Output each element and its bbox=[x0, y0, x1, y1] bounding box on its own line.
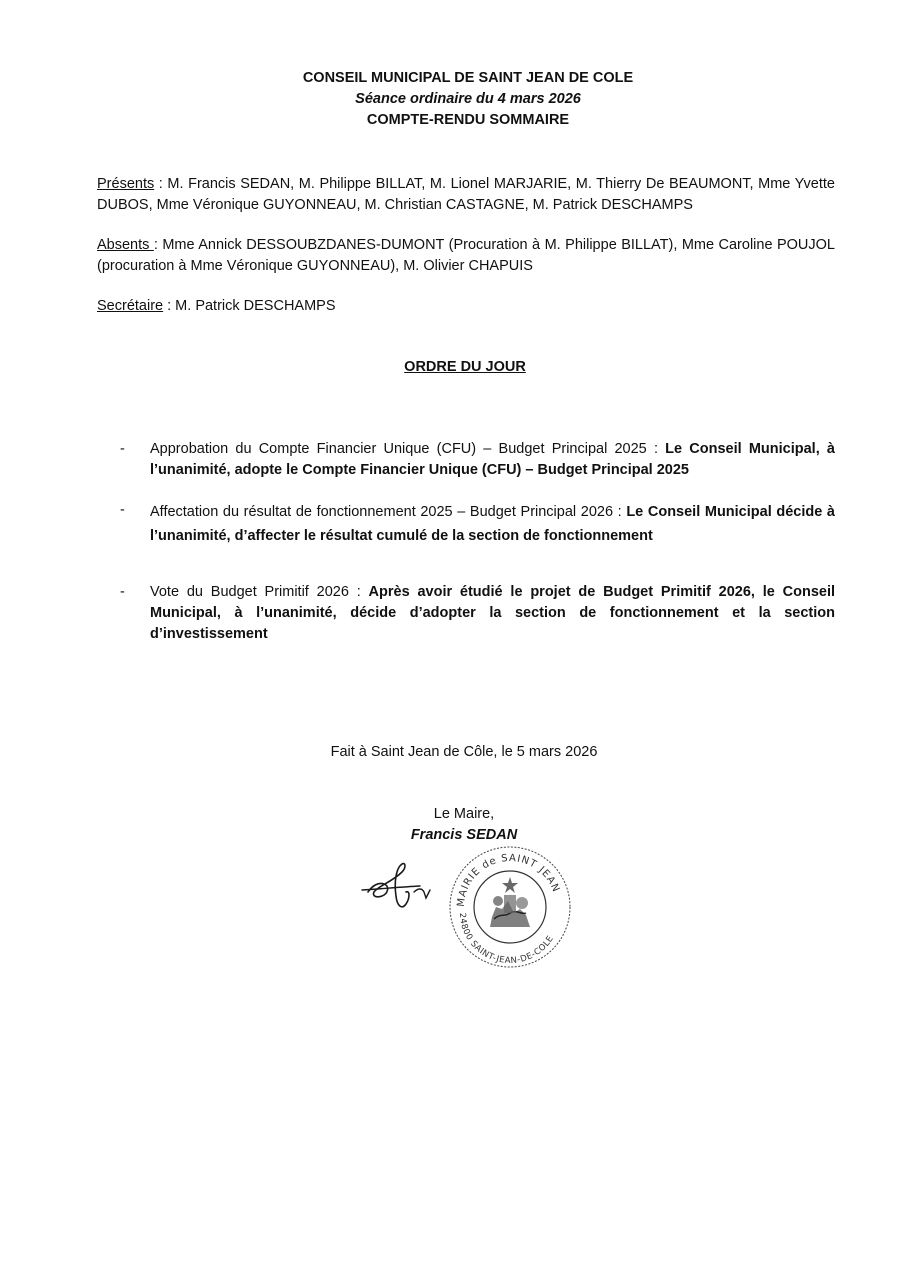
signatory-name: Francis SEDAN bbox=[410, 827, 518, 843]
agenda-item-intro: Affectation du résultat de fonctionnement 2025 – Budget Principal 2026 : bbox=[150, 504, 627, 520]
agenda-item-decision: Le Conseil Municipal, à l’unanimité, adopte le Compte Financier Unique (CFU) – Budget Principal 2025 bbox=[150, 441, 835, 478]
document-header bbox=[0, 68, 900, 131]
agenda-item-decision: Le Conseil Municipal décide à l’unanimité, d’affecter le résultat cumulé de la section de fonctionnement bbox=[150, 504, 835, 544]
session-date: Séance ordinaire du 4 mars 2026 bbox=[355, 91, 581, 107]
seal-emblem-icon bbox=[490, 877, 530, 927]
present-list: : M. Francis SEDAN, M. Philippe BILLAT, M. Lionel MARJARIE, M. Thierry De BEAUMONT, Mme Yvette DUBOS, Mme Véronique GUYONNEAU, M. Christian CASTAGNE, M. Patrick DESCHAMPS bbox=[97, 176, 835, 213]
agenda-item bbox=[120, 500, 835, 548]
agenda-item-bullet: - bbox=[120, 441, 125, 457]
agenda-item-bullet: - bbox=[120, 584, 125, 600]
secretary-paragraph bbox=[97, 296, 835, 317]
signatory-role: Le Maire, bbox=[433, 806, 495, 822]
agenda-title: ORDRE DU JOUR bbox=[404, 359, 526, 375]
agenda-item-intro: Vote du Budget Primitif 2026 : bbox=[150, 584, 369, 600]
secretary-name: : M. Patrick DESCHAMPS bbox=[163, 298, 336, 314]
agenda-item-intro: Approbation du Compte Financier Unique (CFU) – Budget Principal 2025 : bbox=[150, 441, 666, 457]
report-subtitle: COMPTE-RENDU SOMMAIRE bbox=[366, 112, 570, 128]
place-and-date: Fait à Saint Jean de Côle, le 5 mars 2026 bbox=[330, 744, 598, 760]
agenda-item-bullet: - bbox=[120, 502, 125, 518]
present-paragraph bbox=[97, 174, 835, 216]
council-title: CONSEIL MUNICIPAL DE SAINT JEAN DE COLE bbox=[302, 70, 634, 86]
seal-bottom-text: 24800 SAINT-JEAN-DE-COLE bbox=[456, 912, 557, 967]
agenda-item bbox=[120, 439, 835, 481]
absent-label: Absents bbox=[97, 237, 154, 253]
agenda-item bbox=[120, 582, 835, 645]
present-label: Présents bbox=[97, 176, 155, 192]
absent-paragraph bbox=[97, 235, 835, 277]
handwritten-signature bbox=[360, 852, 440, 922]
agenda-item-decision: Après avoir étudié le projet de Budget Primitif 2026, le Conseil Municipal, à l’unanimité, décide d’adopter la section de fonctionnement et la section d’investissement bbox=[150, 584, 836, 642]
seal-top-text: MAIRIE de SAINT JEAN bbox=[455, 852, 562, 908]
secretary-label: Secrétaire bbox=[97, 298, 164, 314]
signatory-block bbox=[364, 804, 564, 846]
absent-list: : Mme Annick DESSOUBZDANES-DUMONT (Procuration à M. Philippe BILLAT), Mme Caroline POUJOL (procuration à Mme Véronique GUYONNEAU), M. Olivier CHAPUIS bbox=[97, 237, 835, 274]
town-hall-seal bbox=[446, 843, 574, 971]
